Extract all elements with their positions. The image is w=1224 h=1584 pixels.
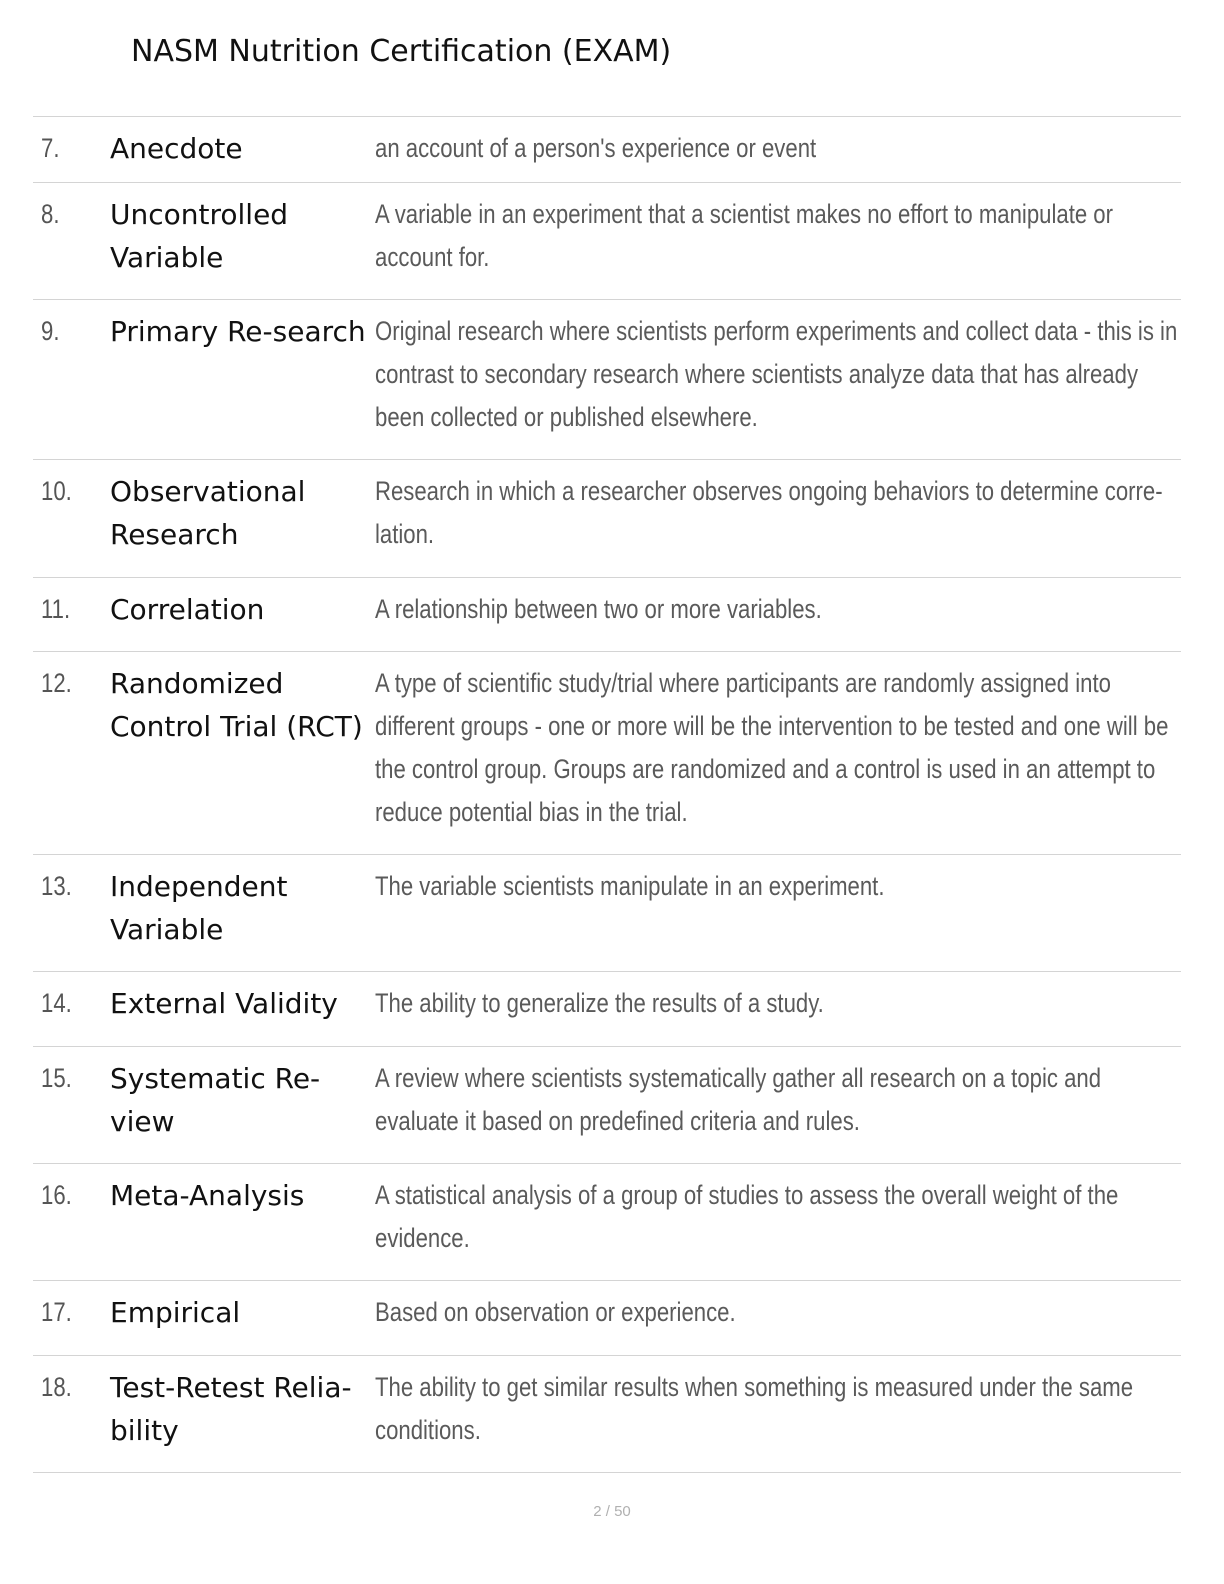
term-number: 17. <box>41 1297 72 1327</box>
term-definition: The variable scientists manipulate in an experiment. <box>375 871 885 901</box>
term-number: 16. <box>41 1180 72 1210</box>
term-row <box>33 1164 1181 1281</box>
term-number: 8. <box>41 199 60 229</box>
term-number: 12. <box>41 668 72 698</box>
term-row <box>33 652 1181 855</box>
term-row <box>33 460 1181 578</box>
term-number: 7. <box>41 133 60 163</box>
terms-table <box>33 116 1181 1473</box>
term-number: 18. <box>41 1372 72 1402</box>
term-name: Correlation <box>110 593 265 626</box>
term-number: 10. <box>41 476 72 506</box>
term-definition: A relationship between two or more variables. <box>375 594 822 624</box>
term-number: 14. <box>41 988 72 1018</box>
term-definition: A statistical analysis of a group of studies to assess the overall weight of the evidence. <box>375 1180 1119 1253</box>
term-number: 15. <box>41 1063 72 1093</box>
term-definition: Based on observation or experience. <box>375 1297 736 1327</box>
page-number: 2 / 50 <box>593 1503 631 1520</box>
term-row <box>33 1356 1181 1473</box>
term-name: Test-Retest Relia-bility <box>110 1371 352 1447</box>
term-number: 9. <box>41 316 60 346</box>
term-name: Observational Research <box>110 475 306 551</box>
term-row <box>33 300 1181 460</box>
term-definition: The ability to generalize the results of a study. <box>375 988 824 1018</box>
term-name: Independent Variable <box>110 870 288 946</box>
term-row <box>33 1047 1181 1164</box>
term-name: Empirical <box>110 1296 241 1329</box>
document-title: NASM Nutrition Certification (EXAM) <box>131 34 672 69</box>
term-definition: Original research where scientists perform experiments and collect data - this is in contrast to secondary research where scientists analyze data that has already been collected or published elsewhere. <box>375 316 1178 432</box>
term-definition: A review where scientists systematically gather all research on a topic and evaluate it based on predefined criteria and rules. <box>375 1063 1102 1136</box>
term-row <box>33 578 1181 652</box>
term-name: Uncontrolled Variable <box>110 198 289 274</box>
term-row <box>33 972 1181 1047</box>
term-row <box>33 117 1181 183</box>
term-name: Anecdote <box>110 132 243 165</box>
term-definition: A type of scientific study/trial where participants are randomly assigned into different groups - one or more will be the intervention to be tested and one will be the control group. Groups are randomized and a control is used in an attempt to reduce potential bias in the trial. <box>375 668 1169 827</box>
term-name: External Validity <box>110 987 338 1020</box>
term-definition: an account of a person's experience or event <box>375 133 817 163</box>
term-row <box>33 1281 1181 1356</box>
term-number: 11. <box>41 594 71 624</box>
term-name: Meta-Analysis <box>110 1179 305 1212</box>
term-definition: Research in which a researcher observes ongoing behaviors to determine corre-lation. <box>375 476 1163 549</box>
term-name: Systematic Re-view <box>110 1062 321 1138</box>
term-definition: The ability to get similar results when something is measured under the same conditions. <box>375 1372 1134 1445</box>
term-definition: A variable in an experiment that a scientist makes no effort to manipulate or account for. <box>375 199 1113 272</box>
term-row <box>33 183 1181 300</box>
term-name: Randomized Control Trial (RCT) <box>110 667 363 743</box>
term-name: Primary Re-search <box>110 315 366 348</box>
term-number: 13. <box>41 871 72 901</box>
term-row <box>33 855 1181 972</box>
